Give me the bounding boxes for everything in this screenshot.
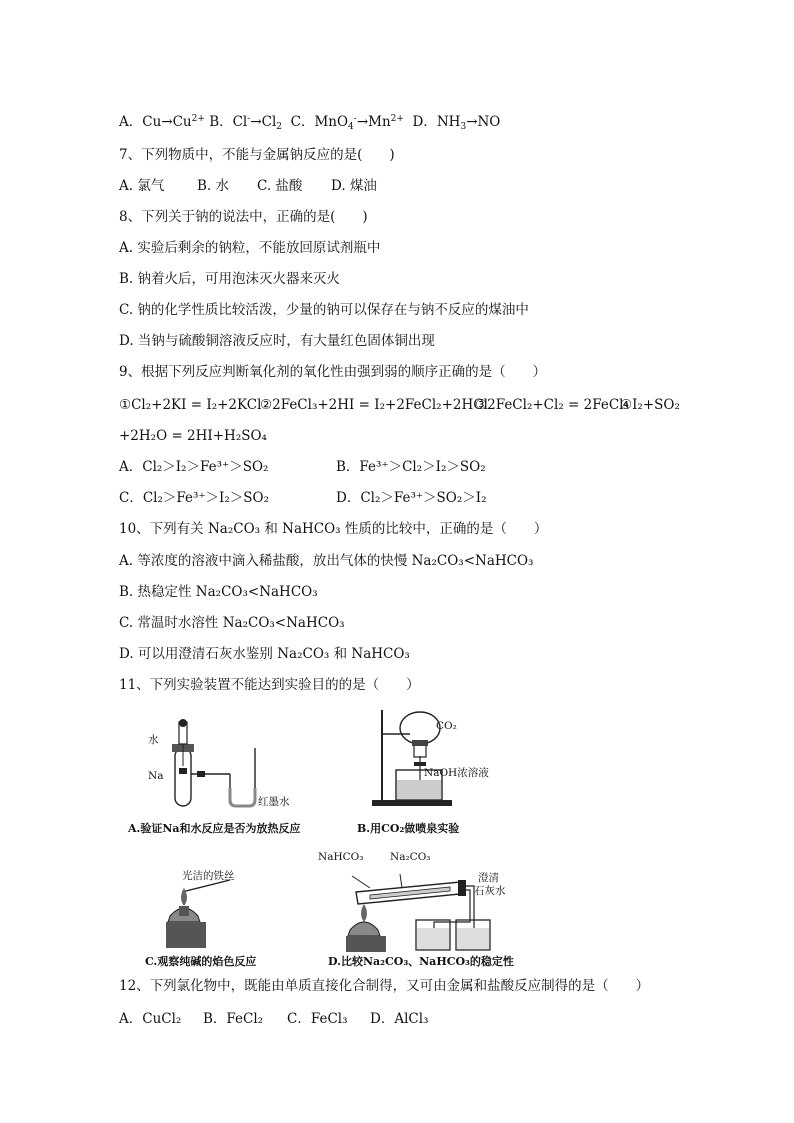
- label-water: 水: [148, 734, 159, 746]
- q9-option-b: B．Fe³⁺＞Cl₂＞I₂＞SO₂: [336, 459, 486, 475]
- label-na2co3: Na₂CO₃: [390, 851, 431, 863]
- flame: [361, 904, 367, 922]
- figure-b-caption: B.用CO₂做喷泉实验: [357, 822, 460, 835]
- q12-option-b: B．FeCl₂: [203, 1011, 264, 1027]
- q10-stem: 10、下列有关 Na₂CO₃ 和 NaHCO₃ 性质的比较中，正确的是（ ）: [119, 521, 548, 537]
- q8-option-b: B. 钠着火后，可用泡沫灭火器来灭火: [119, 271, 341, 287]
- q6-options: A．$Cu\to Cu^{2+}$ B．$Cl^-\to Cl_2$ C．$MnO_4^-\to Mn^{2+}$ D．$NH_3\to NO$: [119, 114, 501, 132]
- q12-option-c: C．FeCl₃: [287, 1011, 348, 1027]
- q8-option-d: D. 当钠与硫酸铜溶液反应时，有大量红色固体铜出现: [119, 333, 435, 349]
- q7-stem: 7、下列物质中，不能与金属钠反应的是( ): [119, 147, 395, 163]
- q10-option-a: A. 等浓度的溶液中滴入稀盐酸，放出气体的快慢 Na₂CO₃<NaHCO₃: [119, 553, 534, 569]
- q8-option-a: A. 实验后剩余的钠粒，不能放回原试剂瓶中: [119, 240, 381, 256]
- q8-stem: 8、下列关于钠的说法中，正确的是( ): [119, 209, 368, 225]
- stand-base: [372, 800, 452, 806]
- q9-eq1: ①Cl₂+2KI = I₂+2KCl: [119, 397, 262, 413]
- na-piece: [179, 768, 187, 774]
- q9-eq4a: ④I₂+SO₂: [620, 397, 680, 413]
- q11-stem: 11、下列实验装置不能达到实验目的的是（ ）: [119, 677, 420, 693]
- q12-stem: 12、下列氯化物中，既能由单质直接化合制得，又可由金属和盐酸反应制得的是（ ）: [119, 978, 650, 994]
- label-iron-wire: 光洁的铁丝: [182, 870, 235, 882]
- q8-option-c: C. 钠的化学性质比较活泼，少量的钠可以保存在与钠不反应的煤油中: [119, 302, 529, 318]
- q12-option-d: D．AlCl₃: [370, 1011, 429, 1027]
- label-naoh: NaOH浓溶液: [424, 767, 489, 779]
- figure-a-caption: A.验证Na和水反应是否为放热反应: [128, 822, 301, 835]
- q9-eq2: ②2FeCl₃+2HI = I₂+2FeCl₂+2HCl: [260, 397, 488, 413]
- q9-eq4b: +2H₂O = 2HI+H₂SO₄: [119, 428, 267, 444]
- label-nahco3: NaHCO₃: [318, 851, 364, 863]
- q10-option-d: D. 可以用澄清石灰水鉴别 Na₂CO₃ 和 NaHCO₃: [119, 646, 410, 662]
- label-lime-water-1: 澄清: [478, 872, 499, 884]
- block: [346, 936, 386, 952]
- q9-option-c: C．Cl₂＞Fe³⁺＞I₂＞SO₂: [119, 490, 270, 506]
- figure-c-caption: C.观察纯碱的焰色反应: [145, 955, 257, 968]
- q7-option-b: B. 水: [197, 178, 230, 194]
- alcohol-lamp: [348, 922, 380, 936]
- q9-option-a: A．Cl₂＞I₂＞Fe³⁺＞SO₂: [119, 459, 269, 475]
- q12-option-a: A．CuCl₂: [119, 1011, 182, 1027]
- figure-d-caption: D.比较Na₂CO₃、NaHCO₃的稳定性: [328, 955, 514, 968]
- label-co2: CO₂: [436, 720, 457, 732]
- q9-option-d: D．Cl₂＞Fe³⁺＞SO₂＞I₂: [336, 490, 487, 506]
- q10-option-b: B. 热稳定性 Na₂CO₃<NaHCO₃: [119, 584, 318, 600]
- flask: [400, 712, 440, 744]
- q10-option-c: C. 常温时水溶性 Na₂CO₃<NaHCO₃: [119, 615, 345, 631]
- u-tube: [230, 748, 255, 806]
- q7-option-c: C. 盐酸: [257, 178, 303, 194]
- block: [166, 922, 206, 948]
- q7-option-a: A. 氯气: [119, 178, 165, 194]
- q9-eq3: ③2FeCl₂+Cl₂ = 2FeCl₃: [475, 397, 629, 413]
- label-lime-water-2: 石灰水: [474, 885, 506, 897]
- q9-stem: 9、根据下列反应判断氧化剂的氧化性由强到弱的顺序正确的是（ ）: [119, 364, 547, 380]
- q7-option-d: D. 煤油: [331, 178, 377, 194]
- label-na: Na: [148, 770, 164, 782]
- label-red-ink: 红墨水: [258, 796, 290, 808]
